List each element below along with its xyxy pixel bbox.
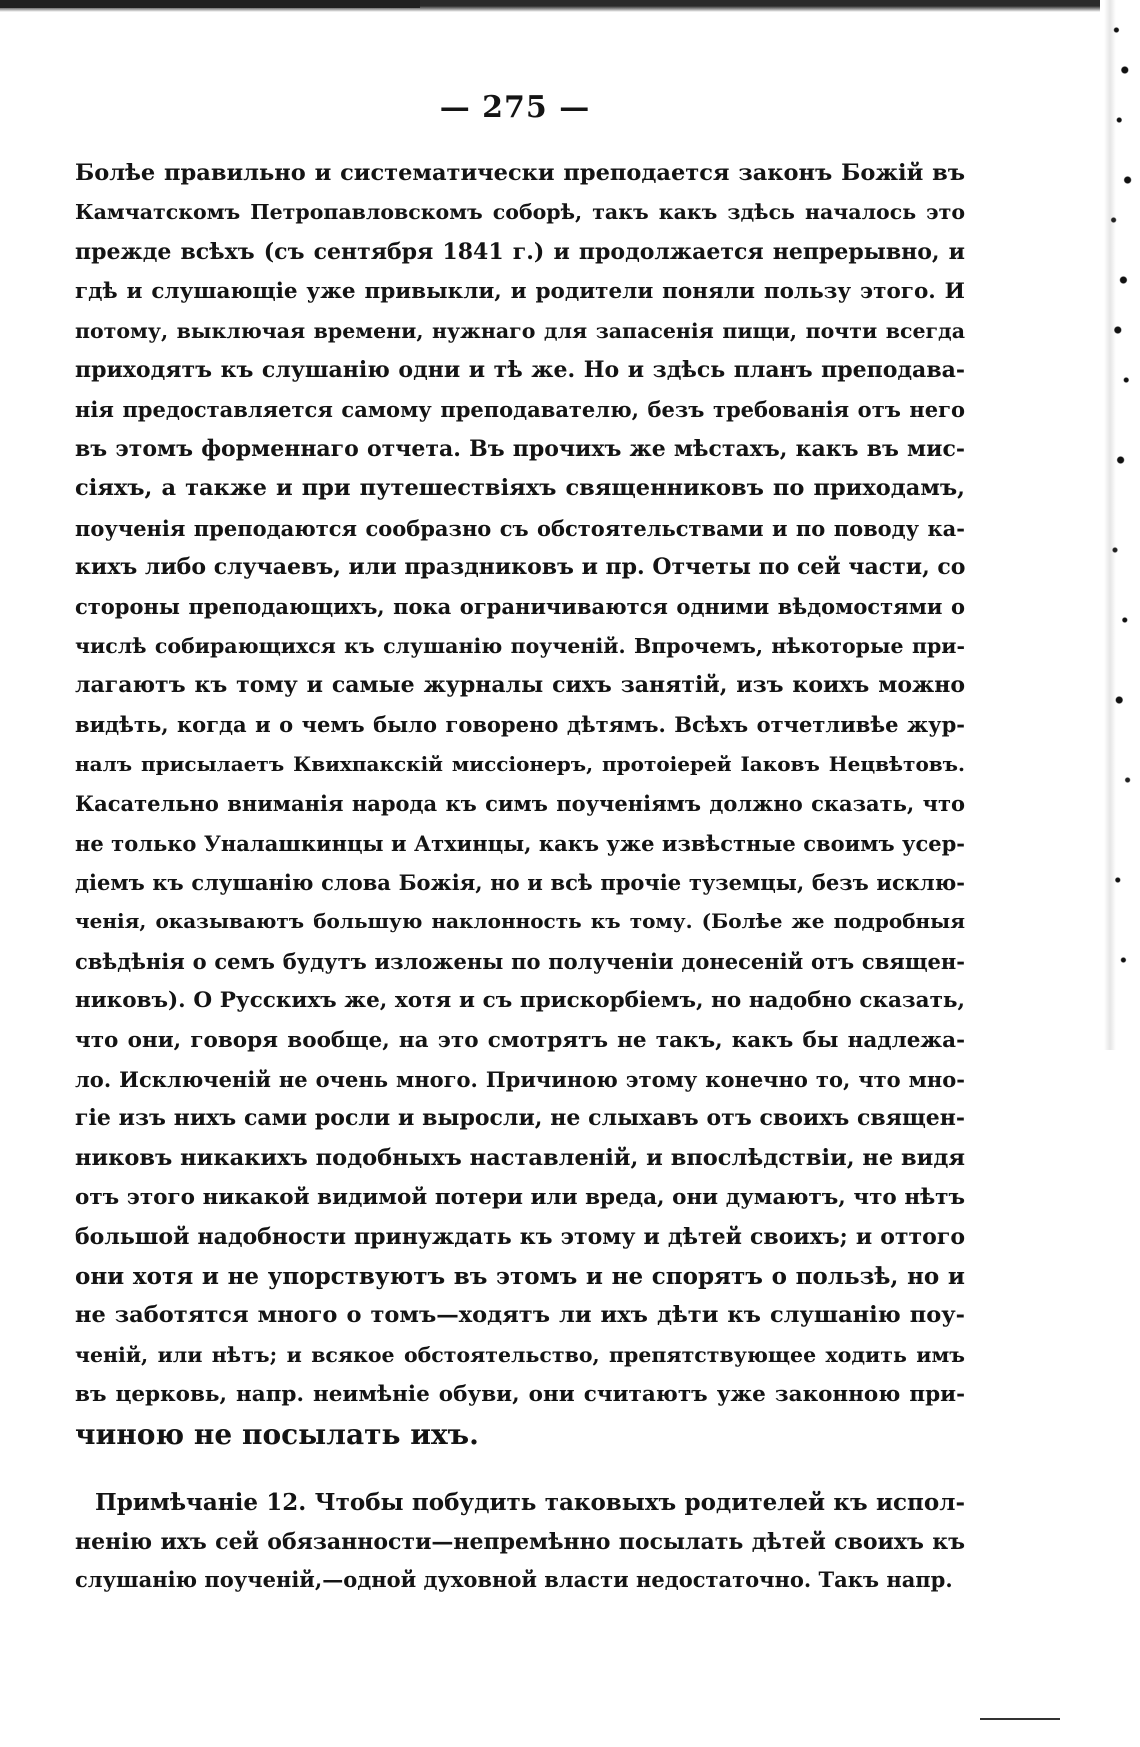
text-line: никовъ никакихъ подобныхъ наставленій, и впослѣдствіи, не видя <box>75 1144 965 1171</box>
text-line: никовъ). О Русскихъ же, хотя и съ прискорбіемъ, но надобно сказать, <box>75 988 965 1014</box>
text-line: Примѣчаніе 12. Чтобы побудить таковыхъ родителей къ испол- <box>95 1489 965 1516</box>
text-line: большой надобности принуждать къ этому и дѣтей своихъ; и оттого <box>75 1223 965 1250</box>
text-line: Касательно вниманія народа къ симъ поученіямъ должно сказать, что <box>75 791 965 817</box>
text-line: гдѣ и слушающіе уже привыкли, и родители поняли пользу этого. И <box>75 279 965 305</box>
paragraph-note-12 <box>75 1484 965 1600</box>
text-line: въ этомъ форменнаго отчета. Въ прочихъ же мѣстахъ, какъ въ мис- <box>75 435 965 462</box>
text-line: сіяхъ, а также и при путешествіяхъ священниковъ по приходамъ, <box>75 475 965 502</box>
text-line: ченій, или нѣтъ; и всякое обстоятельство, препятствующее ходить имъ <box>75 1342 965 1367</box>
text-line: свѣдѣнія о семъ будутъ изложены по полученіи донесеній отъ священ- <box>75 948 965 974</box>
top-scan-edge-dark <box>0 0 420 8</box>
text-line: Болѣе правильно и систематически преподается законъ Божій въ <box>75 160 965 186</box>
text-line: не только Уналашкинцы и Атхинцы, какъ уже извѣстные своимъ усер- <box>75 830 965 856</box>
text-line: діемъ къ слушанію слова Божія, но и всѣ прочіе туземцы, безъ исклю- <box>75 870 965 896</box>
text-line: приходятъ къ слушанію одни и тѣ же. Но и здѣсь планъ преподава- <box>75 356 965 383</box>
text-line: стороны преподающихъ, пока ограничиваются одними вѣдомостями о <box>75 594 965 620</box>
text-line: слушанію поученій,—одной духовной власти недостаточно. Такъ напр. <box>75 1567 953 1592</box>
paragraph-main <box>75 154 965 1454</box>
text-line: налъ присылаетъ Квихпакскій миссіонеръ, протоіерей Іаковъ Нецвѣтовъ. <box>75 751 965 776</box>
text-line: чиною не посылать ихъ. <box>75 1417 479 1451</box>
text-line: гіе изъ нихъ сами росли и выросли, не слыхавъ отъ своихъ священ- <box>75 1105 965 1132</box>
text-line: ненію ихъ сей обязанности—непремѣнно посылать дѣтей своихъ къ <box>75 1528 965 1555</box>
text-line: нія предоставляется самому преподавателю, безъ требованія отъ него <box>75 397 965 423</box>
text-line: они хотя и не упорствуютъ въ этомъ и не спорятъ о пользѣ, но и <box>75 1262 965 1290</box>
text-line: видѣть, когда и о чемъ было говорено дѣтямъ. Всѣхъ отчетливѣе жур- <box>75 712 965 738</box>
text-line: въ церковь, напр. неимѣніе обуви, они считаютъ уже законною при- <box>75 1382 965 1408</box>
text-line: Камчатскомъ Петропавловскомъ соборѣ, такъ какъ здѣсь началось это <box>75 200 965 225</box>
text-line: числѣ собирающихся къ слушанію поученій. Впрочемъ, нѣкоторые при- <box>75 633 965 658</box>
text-line: прежде всѣхъ (съ сентября 1841 г.) и продолжается непрерывно, и <box>75 238 965 265</box>
text-line: отъ этого никакой видимой потери или вреда, они думаютъ, что нѣтъ <box>75 1185 965 1211</box>
text-line: что они, говоря вообще, на это смотрятъ не такъ, какъ бы надлежа- <box>75 1027 965 1053</box>
text-line: потому, выключая времени, нужнаго для запасенія пищи, почти всегда <box>75 318 965 343</box>
text-line: не заботятся много о томъ—ходятъ ли ихъ дѣти къ слушанію поу- <box>75 1302 965 1329</box>
page-number: — 275 — <box>439 90 591 125</box>
right-edge-specks <box>1108 0 1136 1000</box>
bottom-scan-mark <box>980 1718 1060 1720</box>
text-line: ченія, оказываютъ большую наклонность къ тому. (Болѣе же подробныя <box>75 909 965 934</box>
text-line: ло. Исключеній не очень много. Причиною этому конечно то, что мно- <box>75 1066 965 1092</box>
text-line: поученія преподаются сообразно съ обстоятельствами и по поводу ка- <box>75 515 965 541</box>
text-line: лагаютъ къ тому и самые журналы сихъ занятій, изъ коихъ можно <box>75 672 965 699</box>
text-line: кихъ либо случаевъ, или праздниковъ и пр. Отчеты по сей части, со <box>75 553 965 580</box>
